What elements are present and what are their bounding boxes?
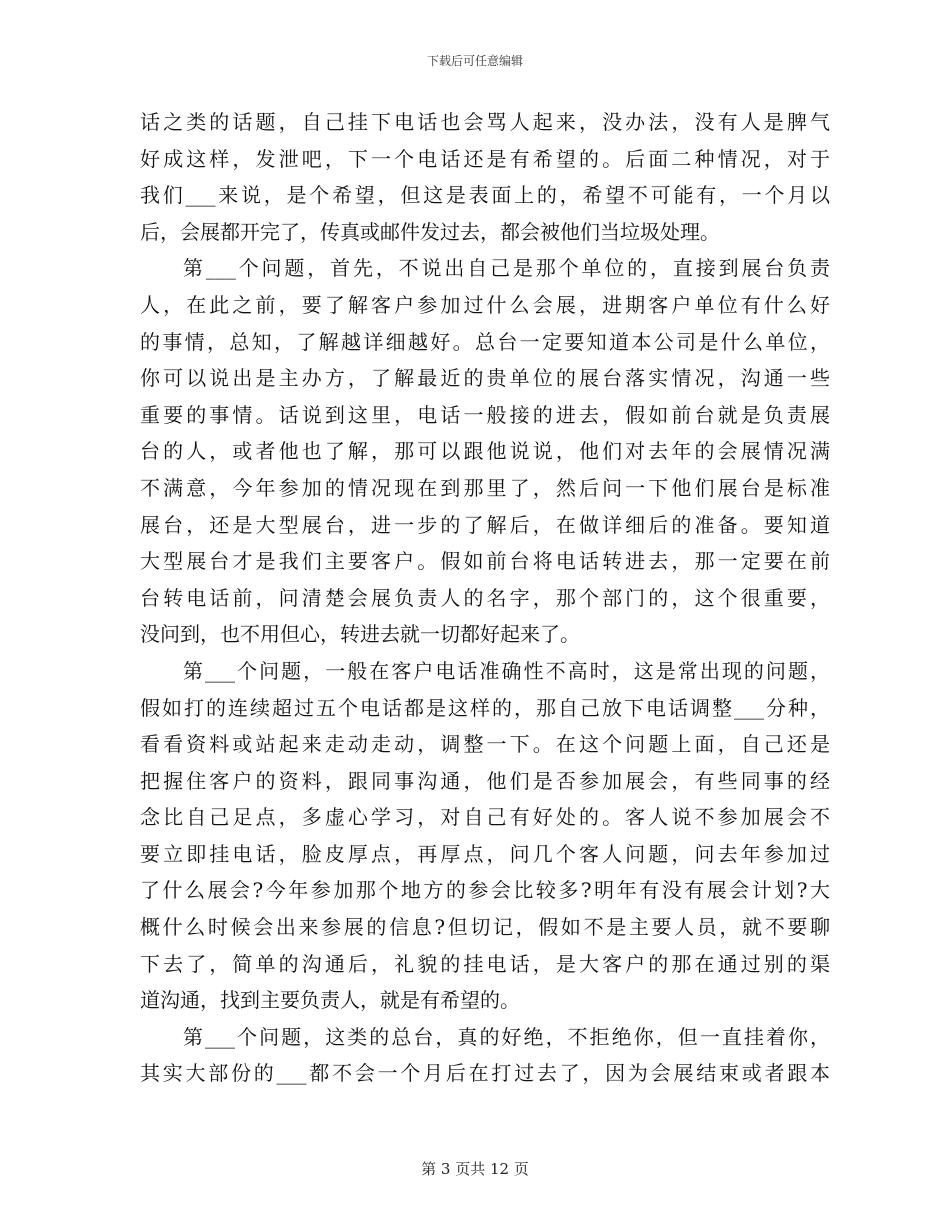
text-line: 念比自己足点，多虚心学习，对自己有好处的。客人说不参加展会不 — [140, 805, 830, 830]
text-line: 了什么展会?今年参加那个地方的参会比较多?明年有没有展会计划?大 — [140, 878, 830, 903]
paragraph-first-line: 第___个问题，这类的总台，真的好绝，不拒绝你，但一直挂着你， — [183, 1024, 830, 1049]
paragraph-first-line: 第___个问题，一般在客户电话准确性不高时，这是常出现的问题， — [183, 658, 830, 683]
text-line: 假如打的连续超过五个电话都是这样的，那自己放下电话调整___分种， — [140, 695, 830, 720]
page-number-footer: 第 3 页共 12 页 — [421, 1160, 529, 1178]
text-line: 你可以说出是主办方，了解最近的贵单位的展台落实情况，沟通一些 — [140, 366, 830, 391]
text-line: 大型展台才是我们主要客户。假如前台将电话转进去，那一定要在前 — [140, 549, 830, 574]
page-header: 下载后可任意编辑 — [426, 54, 523, 68]
text-line: 台的人，或者他也了解，那可以跟他说说，他们对去年的会展情况满 — [140, 439, 830, 464]
document-body — [140, 104, 830, 1092]
text-line: 的事情，总知，了解越详细越好。总台一定要知道本公司是什么单位， — [140, 329, 830, 354]
text-line: 好成这样，发泄吧，下一个电话还是有希望的。后面二种情况，对于 — [140, 146, 830, 171]
text-line: 把握住客户的资料，跟同事沟通，他们是否参加展会，有些同事的经 — [140, 768, 830, 793]
text-line: 要立即挂电话，脸皮厚点，再厚点，问几个客人问题，问去年参加过 — [140, 841, 830, 866]
text-line: 人，在此之前，要了解客户参加过什么会展，进期客户单位有什么好 — [140, 292, 830, 317]
text-line: 道沟通，找到主要负责人，就是有希望的。 — [140, 988, 520, 1013]
text-line: 展台，还是大型展台，进一步的了解后，在做详细后的准备。要知道 — [140, 512, 830, 537]
text-line: 话之类的话题，自己挂下电话也会骂人起来，没办法，没有人是脾气 — [140, 110, 830, 134]
text-line: 不满意，今年参加的情况现在到那里了，然后问一下他们展台是标准 — [140, 475, 830, 500]
paragraph-first-line: 第___个问题，首先，不说出自己是那个单位的，直接到展台负责 — [183, 256, 830, 281]
text-line: 重要的事情。话说到这里，电话一般接的进去，假如前台就是负责展 — [140, 402, 830, 427]
text-line: 其实大部份的___都不会一个月后在打过去了，因为会展结束或者跟本 — [140, 1061, 830, 1086]
text-line: 下去了，简单的沟通后，礼貌的挂电话，是大客户的那在通过别的渠 — [140, 951, 830, 976]
text-line: 后，会展都开完了，传真或邮件发过去，都会被他们当垃圾处理。 — [140, 219, 720, 244]
text-line: 看看资料或站起来走动走动，调整一下。在这个问题上面，自己还是 — [140, 732, 830, 757]
text-line: 概什么时候会出来参展的信息?但切记，假如不是主要人员，就不要聊 — [140, 915, 830, 940]
text-line: 台转电话前，问清楚会展负责人的名字，那个部门的，这个很重要， — [140, 585, 830, 610]
text-line: 没问到，也不用但心，转进去就一切都好起来了。 — [140, 622, 580, 647]
text-line: 我们___来说，是个希望，但这是表面上的，希望不可能有，一个月以 — [140, 183, 830, 208]
